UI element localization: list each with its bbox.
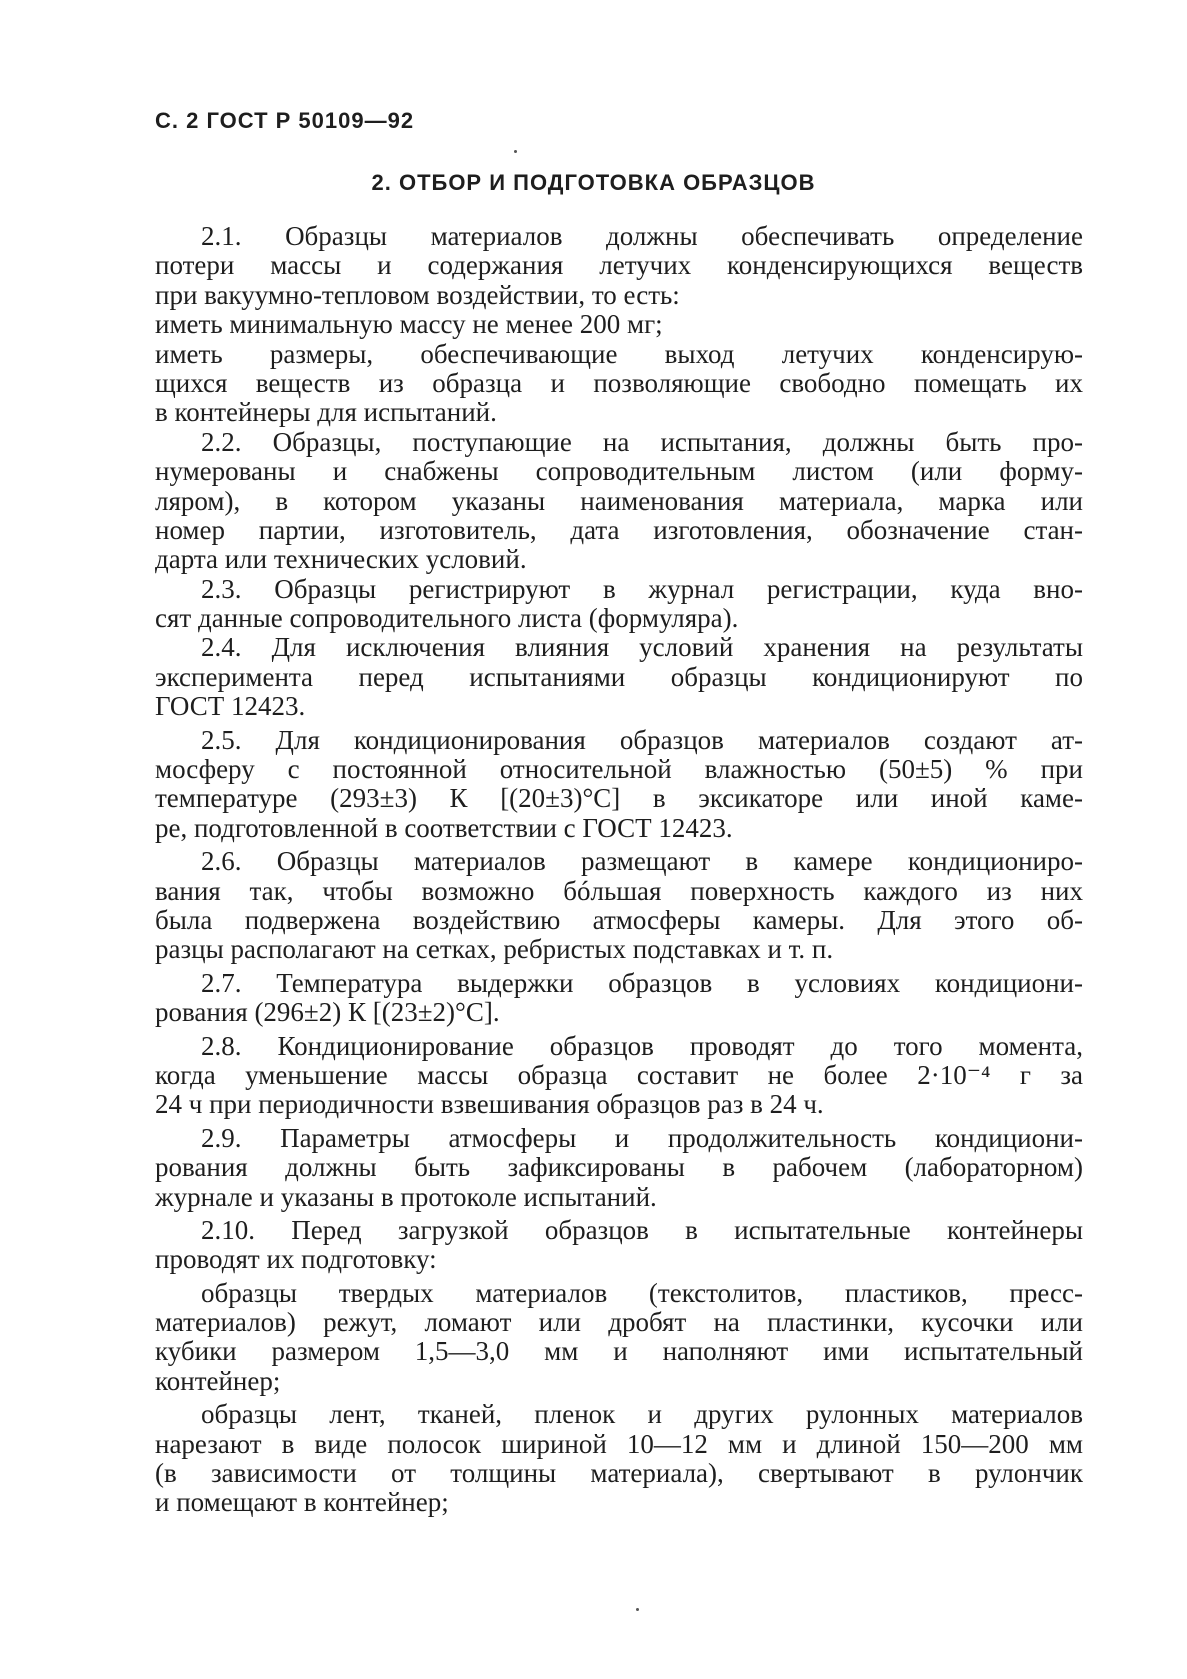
text-line: кубики размером 1,5—3,0 мм и наполняют ими испытательный xyxy=(155,1336,1083,1367)
text-line: в контейнеры для испытаний. xyxy=(155,397,497,428)
text-line: 2.8. Кондиционирование образцов проводят до того момента, xyxy=(201,1030,1083,1061)
text-line: иметь размеры, обеспечивающие выход летучих конденсирую- xyxy=(155,338,1083,369)
text-line: номер партии, изготовитель, дата изготовления, обозначение стан- xyxy=(155,514,1083,545)
text-line: нумерованы и снабжены сопроводительным листом (или форму- xyxy=(155,456,1083,487)
text-line: ГОСТ 12423. xyxy=(155,691,306,722)
text-line: 2.5. Для кондиционирования образцов материалов создают ат- xyxy=(201,724,1083,755)
text-line: дарта или технических условий. xyxy=(155,544,527,575)
text-line: 2.2. Образцы, поступающие на испытания, должны быть про- xyxy=(201,426,1083,457)
text-line: была подвержена воздействию атмосферы камеры. Для этого об- xyxy=(155,904,1083,935)
text-line: разцы располагают на сетках, ребристых подставках и т. п. xyxy=(155,934,834,965)
text-line: образцы лент, тканей, пленок и других рулонных материалов xyxy=(201,1399,1083,1430)
text-line: 2.9. Параметры атмосферы и продолжительность кондициони- xyxy=(201,1122,1083,1153)
scan-speck xyxy=(514,150,517,153)
text-line: 2.7. Температура выдержки образцов в условиях кондициони- xyxy=(201,967,1083,998)
text-line: материалов) режут, ломают или дробят на пластинки, кусочки или xyxy=(155,1307,1083,1338)
text-line: при вакуумно-тепловом воздействии, то есть: xyxy=(155,279,680,310)
text-line: рования должны быть зафиксированы в рабочем (лабораторном) xyxy=(155,1152,1083,1183)
text-line: и помещают в контейнер; xyxy=(155,1487,449,1518)
text-line: 2.4. Для исключения влияния условий хранения на результаты xyxy=(201,632,1083,663)
page-header: С. 2 ГОСТ Р 50109—92 xyxy=(155,108,415,133)
text-line: журнале и указаны в протоколе испытаний. xyxy=(155,1181,657,1212)
text-line: 2.10. Перед загрузкой образцов в испытательные контейнеры xyxy=(201,1214,1083,1245)
scan-speck xyxy=(636,1608,639,1611)
text-line: ляром), в котором указаны наименования материала, марка или xyxy=(155,485,1083,516)
text-line: эксперимента перед испытаниями образцы кондиционируют по xyxy=(155,661,1083,692)
text-line: контейнер; xyxy=(155,1365,281,1396)
text-line: вания так, чтобы возможно бóльшая поверхность каждого из них xyxy=(155,875,1083,906)
text-line: 2.6. Образцы материалов размещают в камере кондициониро- xyxy=(201,846,1083,877)
text-line: иметь минимальную массу не менее 200 мг; xyxy=(155,309,663,340)
section-body xyxy=(155,222,1083,1518)
text-line: мосферу с постоянной относительной влажностью (50±5) % при xyxy=(155,754,1083,785)
text-line: температуре (293±3) К [(20±3)°С] в эксикаторе или иной каме- xyxy=(155,783,1083,814)
text-line: рования (296±2) К [(23±2)°С]. xyxy=(155,997,500,1028)
text-line: 24 ч при периодичности взвешивания образцов раз в 24 ч. xyxy=(155,1089,824,1120)
text-line: 2.3. Образцы регистрируют в журнал регистрации, куда вно- xyxy=(201,573,1083,604)
text-line: когда уменьшение массы образца составит не более 2·10⁻⁴ г за xyxy=(155,1059,1083,1090)
text-line: ре, подготовленной в соответствии с ГОСТ 12423. xyxy=(155,812,733,843)
text-line: щихся веществ из образца и позволяющие свободно помещать их xyxy=(155,367,1083,398)
text-line: (в зависимости от толщины материала), свертывают в рулончик xyxy=(155,1458,1083,1489)
text-line: потери массы и содержания летучих конденсирующихся веществ xyxy=(155,250,1083,281)
section-title: 2. ОТБОР И ПОДГОТОВКА ОБРАЗЦОВ xyxy=(371,170,816,195)
text-line: проводят их подготовку: xyxy=(155,1244,437,1275)
text-line: сят данные сопроводительного листа (формуляра). xyxy=(155,603,739,634)
text-line: образцы твердых материалов (текстолитов, пластиков, пресс- xyxy=(201,1277,1083,1308)
text-line: нарезают в виде полосок шириной 10—12 мм и длиной 150—200 мм xyxy=(155,1428,1083,1459)
text-line: 2.1. Образцы материалов должны обеспечивать определение xyxy=(201,221,1083,251)
